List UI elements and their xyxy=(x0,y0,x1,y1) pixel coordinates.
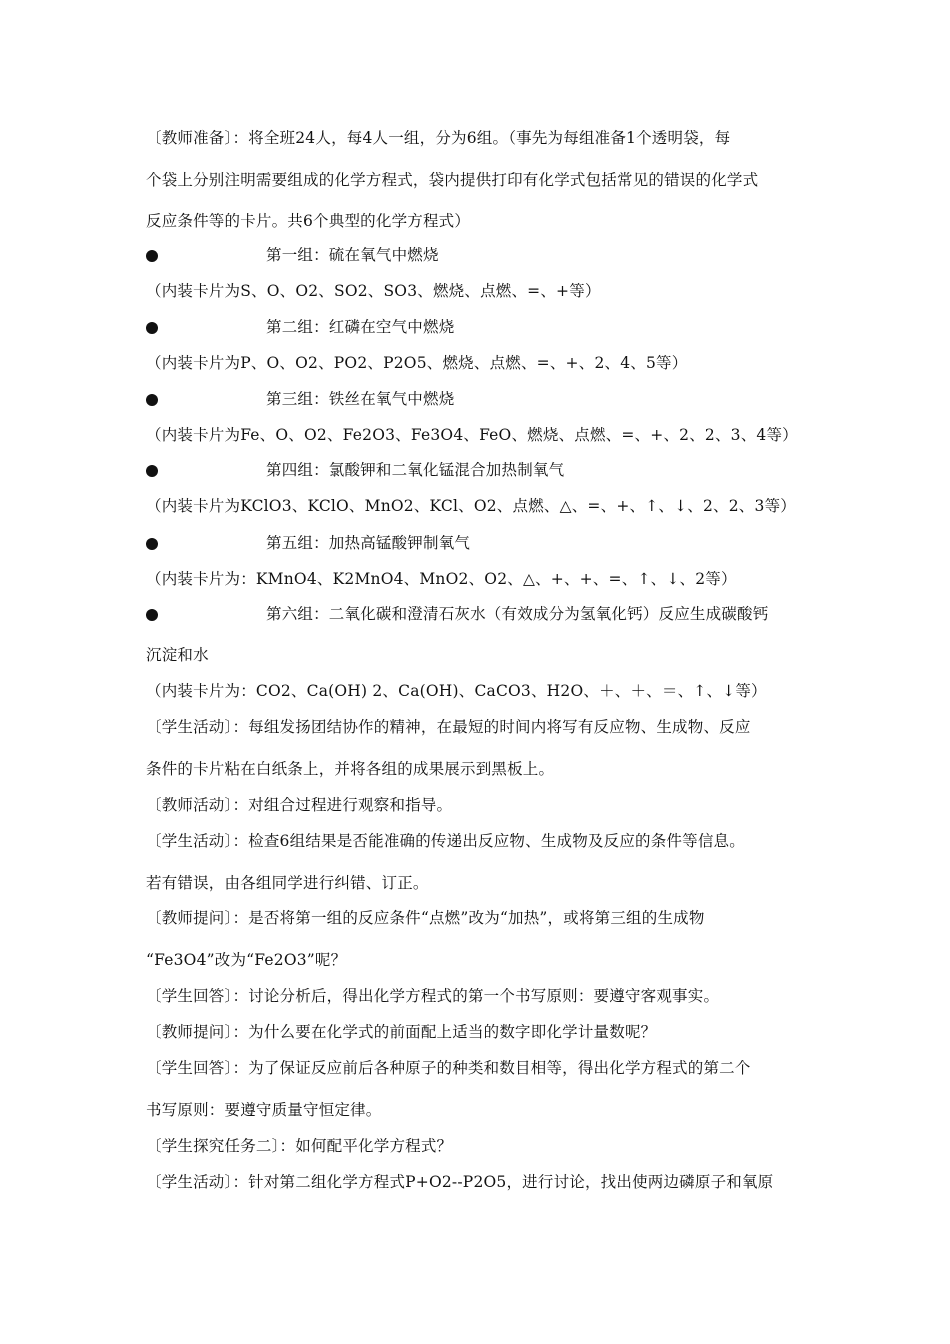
text-line: 〔教师活动〕：对组合过程进行观察和指导。 xyxy=(146,796,453,814)
text-line: 反应条件等的卡片。共6个典型的化学方程式） xyxy=(146,212,471,230)
text-line: 〔学生活动〕：检查6组结果是否能准确的传递出反应物、生成物及反应的条件等信息。 xyxy=(146,832,745,850)
bullet-icon xyxy=(146,391,160,405)
text-line: （内装卡片为Fe、O、O2、Fe2O3、Fe3O4、FeO、燃烧、点燃、=、+、2、2、3、4等） xyxy=(146,426,798,444)
text-line: 书写原则：要遵守质量守恒定律。 xyxy=(146,1101,382,1119)
bullet-icon xyxy=(146,462,160,476)
group-heading: 第四组：氯酸钾和二氧化锰混合加热制氧气 xyxy=(266,461,565,479)
group-heading: 第一组：硫在氧气中燃烧 xyxy=(266,246,439,264)
bullet-icon xyxy=(146,319,160,333)
bullet-icon xyxy=(146,606,160,620)
text-line: 〔学生活动〕：每组发扬团结协作的精神，在最短的时间内将写有反应物、生成物、反应 xyxy=(146,718,751,736)
group-heading: 第五组：加热高锰酸钾制氧气 xyxy=(266,534,471,552)
text-line: 〔学生活动〕：针对第二组化学方程式P+O2--P2O5，进行讨论，找出使两边磷原子和氧原 xyxy=(146,1173,774,1191)
text-line: 〔教师准备〕：将全班24人，每4人一组，分为6组。（事先为每组准备1个透明袋，每 xyxy=(146,129,731,147)
text-line: （内装卡片为：KMnO4、K2MnO4、MnO2、O2、△、+、+、=、↑、↓、2等） xyxy=(146,570,737,588)
group-heading: 第二组：红磷在空气中燃烧 xyxy=(266,318,455,336)
text-line: 若有错误，由各组同学进行纠错、订正。 xyxy=(146,874,429,892)
text-line: 〔教师提问〕：为什么要在化学式的前面配上适当的数字即化学计量数呢？ xyxy=(146,1023,657,1041)
text-line: 〔学生探究任务二〕：如何配平化学方程式？ xyxy=(146,1137,453,1155)
text-line: “Fe3O4”改为“Fe2O3”呢？ xyxy=(146,951,347,969)
bullet-icon xyxy=(146,535,160,549)
text-line: 条件的卡片粘在白纸条上，并将各组的成果展示到黑板上。 xyxy=(146,760,555,778)
text-line: （内装卡片为P、O、O2、PO2、P2O5、燃烧、点燃、=、+、2、4、5等） xyxy=(146,354,688,372)
text-line: 沉淀和水 xyxy=(146,646,209,664)
text-line: 〔教师提问〕：是否将第一组的反应条件“点燃”改为“加热”，或将第三组的生成物 xyxy=(146,909,705,927)
text-line: 〔学生回答〕：讨论分析后，得出化学方程式的第一个书写原则：要遵守客观事实。 xyxy=(146,987,720,1005)
text-line: （内装卡片为KClO3、KClO、MnO2、KCl、O2、点燃、△、=、+、↑、↓、2、2、3等） xyxy=(146,497,796,515)
text-line: （内装卡片为：CO2、Ca(OH) 2、Ca(OH)、CaCO3、H2O、＋、＋、＝、↑、↓等） xyxy=(146,682,767,700)
bullet-icon xyxy=(146,247,160,261)
text-line: 〔学生回答〕：为了保证反应前后各种原子的种类和数目相等，得出化学方程式的第二个 xyxy=(146,1059,751,1077)
group-heading: 第三组：铁丝在氧气中燃烧 xyxy=(266,390,455,408)
text-line: （内装卡片为S、O、O2、SO2、SO3、燃烧、点燃、=、+等） xyxy=(146,282,601,300)
text-line: 个袋上分别注明需要组成的化学方程式，袋内提供打印有化学式包括常见的错误的化学式 xyxy=(146,171,759,189)
group-heading: 第六组：二氧化碳和澄清石灰水（有效成分为氢氧化钙）反应生成碳酸钙 xyxy=(266,605,769,623)
